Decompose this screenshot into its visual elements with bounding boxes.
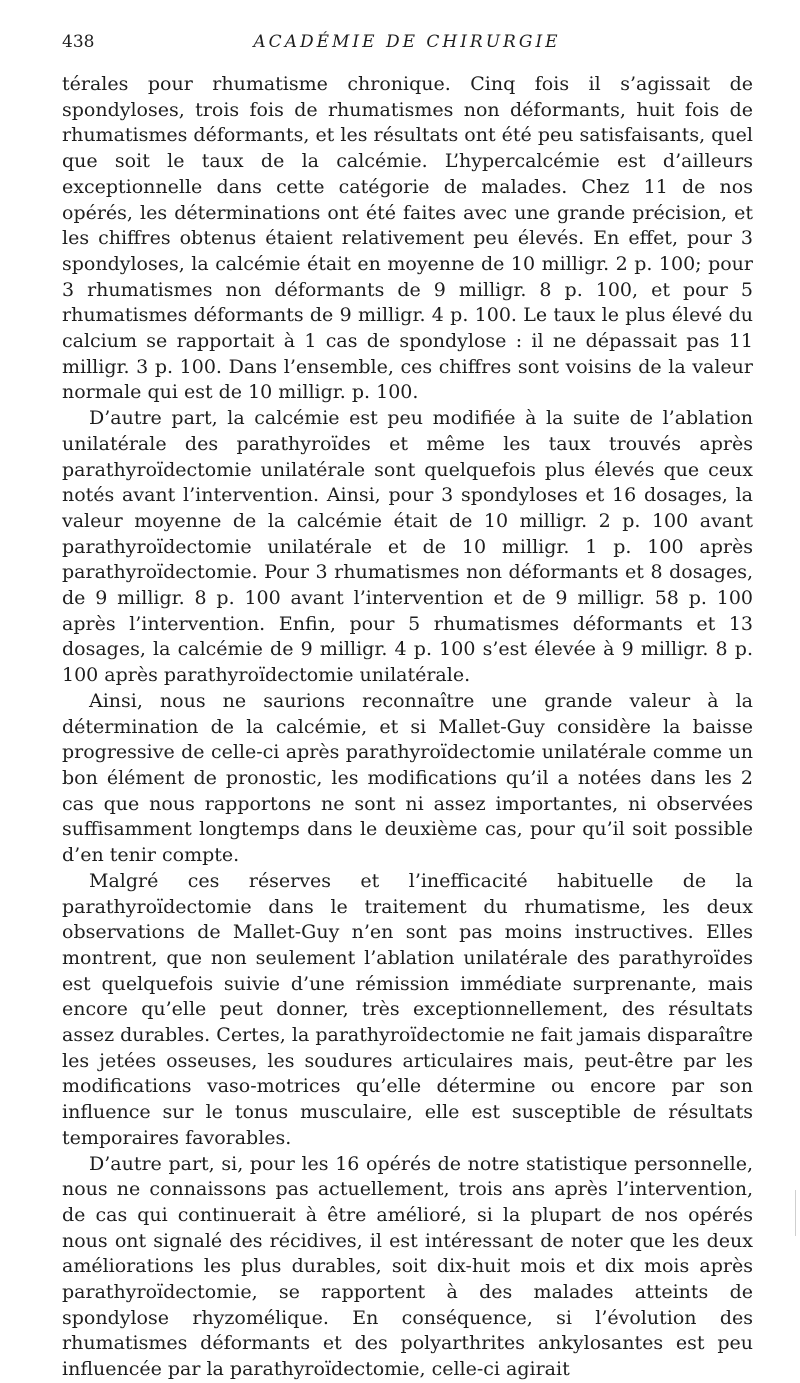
page-number: 438 (62, 32, 95, 52)
paragraph-5: D’autre part, si, pour les 16 opérés de notre statistique personnelle, nous ne connaissons pas actuellement, trois ans après l’intervention, de cas qui continuerait à être amélioré, si la plupart de nos opérés nous ont signalé des récidives, il est intéressant de noter que les deux améliorations les plus durables, soit dix-huit mois et dix mois après parathyroïdectomie, se rapportent à des malades atteints de spondylose rhyzomélique. En conséquence, si l’évolution des rhumatismes déformants et des polyarthrites ankylosantes est peu influencée par la parathyroïdectomie, celle-ci agirait (62, 1152, 753, 1381)
paragraph-4: Malgré ces réserves et l’inefficacité habituelle de la parathyroïdectomie dans le traitement du rhumatisme, les deux observations de Mallet-Guy n’en sont pas moins instructives. Elles montrent, que non seulement l’ablation unilatérale des parathyroïdes est quelquefois suivie d’une rémission immédiate surprenante, mais encore qu’elle peut donner, très exceptionnellement, des résultats assez durables. Certes, la parathyroïdectomie ne fait jamais disparaître les jetées osseuses, les soudures articulaires mais, peut-être par les modifications vaso-motrices qu’elle détermine ou encore par son influence sur le tonus musculaire, elle est susceptible de résultats temporaires favorables. (62, 869, 753, 1149)
paragraph-1: térales pour rhumatisme chronique. Cinq fois il s’agissait de spondyloses, trois fois de rhumatismes non déformants, huit fois de rhumatismes déformants, et les résultats ont été peu satisfaisants, quel que soit le taux de la calcémie. L’hypercalcémie est d’ailleurs exceptionnelle dans cette catégorie de malades. Chez 11 de nos opérés, les déterminations ont été faites avec une grande précision, et les chiffres obtenus étaient relativement peu élevés. En effet, pour 3 spondyloses, la calcémie était en moyenne de 10 milligr. 2 p. 100; pour 3 rhumatismes non déformants de 9 milligr. 8 p. 100, et pour 5 rhumatismes déformants de 9 milligr. 4 p. 100. Le taux le plus élevé du calcium se rapportait à 1 cas de spondylose : il ne dépassait pas 11 milligr. 3 p. 100. Dans l’ensemble, ces chiffres sont voisins de la valeur normale qui est de 10 milligr. p. 100. (62, 73, 753, 404)
running-title: ACADÉMIE DE CHIRURGIE (253, 32, 561, 52)
paragraph-3: Ainsi, nous ne saurions reconnaître une grande valeur à la détermination de la calcémie, et si Mallet-Guy considère la baisse progressive de celle-ci après parathyroïdectomie unilatérale comme un bon élément de pronostic, les modifications qu’il a notées dans les 2 cas que nous rapportons ne sont ni assez importantes, ni observées suffisamment longtemps dans le deuxième cas, pour qu’il soit possible d’en tenir compte. (62, 689, 753, 867)
body-text (62, 72, 753, 1383)
page-edge-mark (795, 1190, 796, 1236)
page-header (62, 32, 752, 56)
paragraph-2: D’autre part, la calcémie est peu modifiée à la suite de l’ablation unilatérale des parathyroïdes et même les taux trouvés après parathyroïdectomie unilatérale sont quelquefois plus élevés que ceux notés avant l’intervention. Ainsi, pour 3 spondyloses et 16 dosages, la valeur moyenne de la calcémie était de 10 milligr. 2 p. 100 avant parathyroïdectomie unilatérale et de 10 milligr. 1 p. 100 après parathyroïdectomie. Pour 3 rhumatismes non déformants et 8 dosages, de 9 milligr. 8 p. 100 avant l’intervention et de 9 milligr. 58 p. 100 après l’intervention. Enfin, pour 5 rhumatismes déformants et 13 dosages, la calcémie de 9 milligr. 4 p. 100 s’est élevée à 9 milligr. 8 p. 100 après parathyroïdectomie unilatérale. (62, 407, 753, 687)
